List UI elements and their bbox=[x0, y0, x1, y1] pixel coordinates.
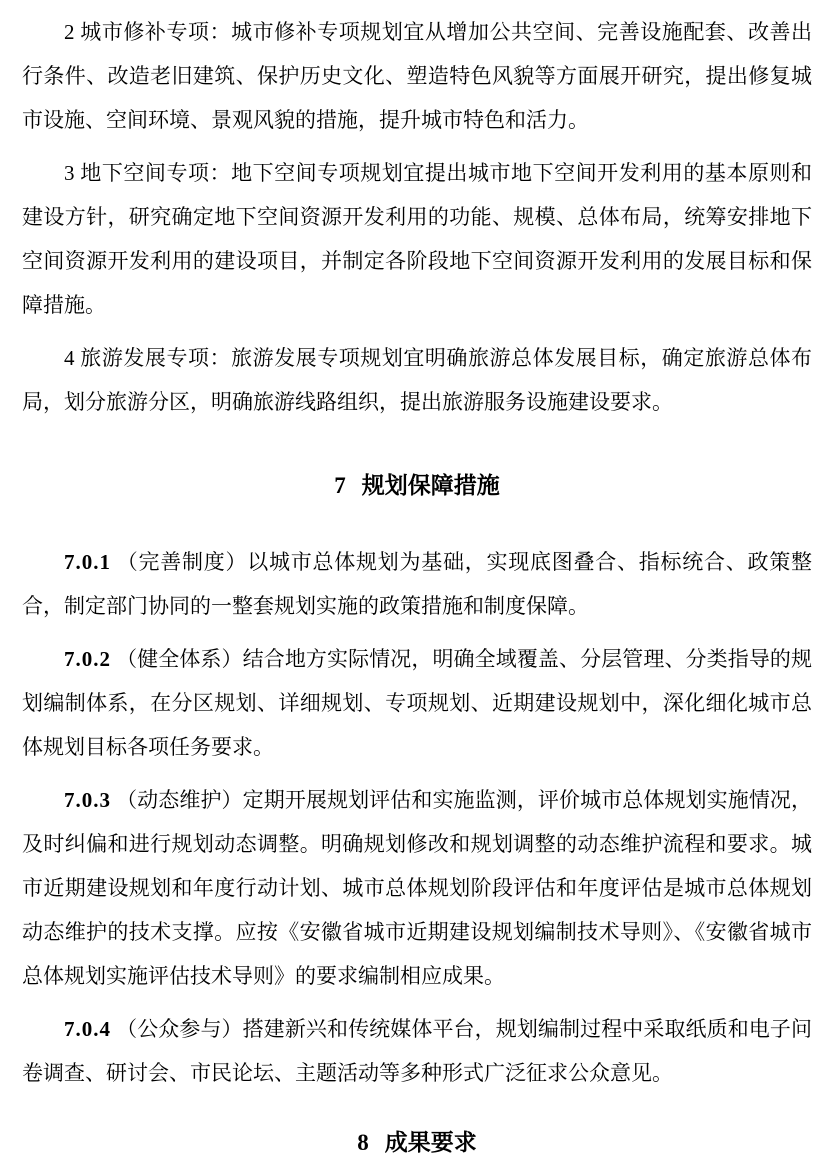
special-plan-title: 旅游发展专项： bbox=[80, 346, 232, 370]
paragraph-special-plan-tourism bbox=[22, 336, 812, 424]
special-plan-body: 城市修补专项规划宜从增加公共空间、完善设施配套、改善出行条件、改造老旧建筑、保护历史文化、塑造特色风貌等方面展开研究，提出修复城市设施、空间环境、景观风貌的措施，提升城市特色和活力。 bbox=[22, 20, 813, 132]
special-plan-body: 旅游发展专项规划宜明确旅游总体发展目标，确定旅游总体布局，划分旅游分区，明确旅游线路组织，提出旅游服务设施建设要求。 bbox=[22, 346, 813, 414]
clause-tag: （健全体系） bbox=[116, 647, 243, 671]
special-plan-title: 城市修补专项： bbox=[80, 20, 232, 44]
clause-7-0-2 bbox=[22, 637, 812, 769]
clause-number: 7.0.4 bbox=[64, 1017, 111, 1041]
paragraph-special-plan-city-repair bbox=[22, 10, 812, 142]
chapter-7-title: 规划保障措施 bbox=[361, 473, 500, 498]
clause-body: 搭建新兴和传统媒体平台，规划编制过程中采取纸质和电子问卷调查、研讨会、市民论坛、主题活动等多种形式广泛征求公众意见。 bbox=[22, 1017, 813, 1085]
special-plan-number: 2 bbox=[64, 20, 75, 44]
chapter-8-heading bbox=[22, 1127, 812, 1159]
paragraph-special-plan-underground-space bbox=[22, 151, 812, 327]
special-plan-body: 地下空间专项规划宜提出城市地下空间开发利用的基本原则和建设方针，研究确定地下空间资源开发利用的功能、规模、总体布局，统筹安排地下空间资源开发利用的建设项目，并制定各阶段地下空间资源开发利用的发展目标和保障措施。 bbox=[22, 161, 813, 317]
chapter-8-number: 8 bbox=[357, 1130, 369, 1155]
clause-tag: （动态维护） bbox=[116, 788, 243, 812]
clause-body: 定期开展规划评估和实施监测，评价城市总体规划实施情况，及时纠偏和进行规划动态调整。明确规划修改和规划调整的动态维护流程和要求。城市近期建设规划和年度行动计划、城市总体规划阶段评估和年度评估是城市总体规划动态维护的技术支撑。应按《安徽省城市近期建设规划编制技术导则》、《安徽省城市总体规划实施评估技术导则》的要求编制相应成果。 bbox=[22, 788, 813, 988]
clause-number: 7.0.3 bbox=[64, 788, 111, 812]
clause-number: 7.0.2 bbox=[64, 647, 111, 671]
clause-7-0-1 bbox=[22, 540, 812, 628]
clause-number: 7.0.1 bbox=[64, 550, 111, 574]
chapter-7-heading bbox=[22, 470, 812, 502]
chapter-7-number: 7 bbox=[334, 473, 346, 498]
special-plan-number: 3 bbox=[64, 161, 75, 185]
special-plan-number: 4 bbox=[64, 346, 75, 370]
clause-7-0-3 bbox=[22, 778, 812, 998]
clause-tag: （完善制度） bbox=[116, 550, 248, 574]
clause-tag: （公众参与） bbox=[116, 1017, 243, 1041]
clause-7-0-4 bbox=[22, 1007, 812, 1095]
special-plan-title: 地下空间专项： bbox=[80, 161, 232, 185]
clause-body: 以城市总体规划为基础，实现底图叠合、指标统合、政策整合，制定部门协同的一整套规划实施的政策措施和制度保障。 bbox=[22, 550, 812, 618]
chapter-8-title: 成果要求 bbox=[384, 1130, 477, 1155]
clause-body: 结合地方实际情况，明确全域覆盖、分层管理、分类指导的规划编制体系，在分区规划、详细规划、专项规划、近期建设规划中，深化细化城市总体规划目标各项任务要求。 bbox=[22, 647, 813, 759]
